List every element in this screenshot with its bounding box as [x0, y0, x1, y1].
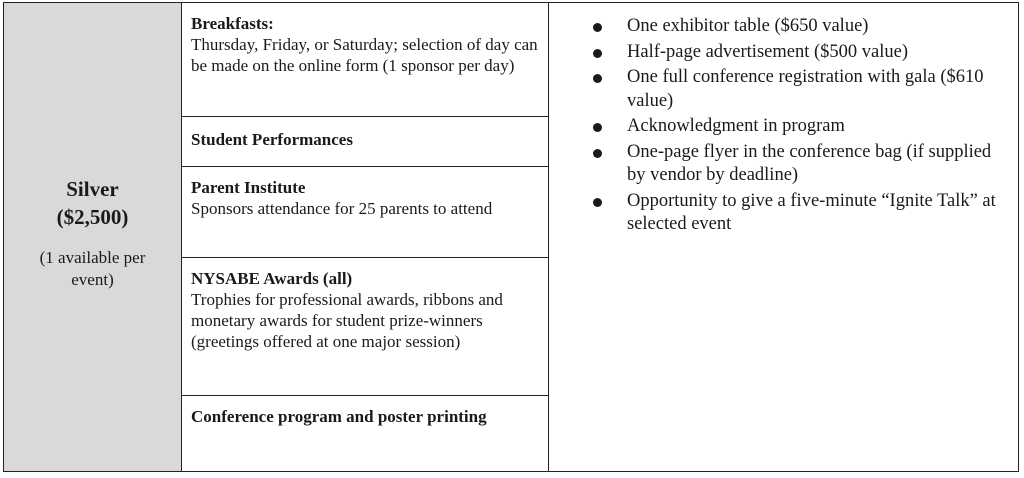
- bullet-icon: [593, 123, 602, 132]
- benefit-text: Half-page advertisement ($500 value): [627, 41, 908, 62]
- benefit-text: One exhibitor table ($650 value): [627, 16, 869, 36]
- sponsorship-items: [182, 3, 549, 471]
- benefit-item: [589, 15, 1002, 39]
- benefit-item: [589, 141, 1002, 188]
- benefit-item: [589, 66, 1002, 113]
- item-nysabe-awards: [182, 258, 548, 396]
- tier-name: Silver: [66, 177, 119, 201]
- item-student-performances: [182, 117, 548, 167]
- tier-cell: [4, 3, 182, 471]
- item-description: Thursday, Friday, or Saturday; selection of day can be made on the online form (1 sponsor per day): [191, 35, 538, 75]
- sponsorship-table: [3, 2, 1019, 472]
- benefit-text: One full conference registration with gala ($610 value): [627, 67, 984, 111]
- item-breakfasts: [182, 3, 548, 117]
- benefit-text: One-page flyer in the conference bag (if supplied by vendor by deadline): [627, 141, 992, 185]
- item-title: NYSABE Awards (all): [191, 269, 353, 288]
- item-title: Parent Institute: [191, 178, 306, 197]
- benefit-item: [589, 190, 1002, 237]
- item-description: Sponsors attendance for 25 parents to attend: [191, 199, 493, 218]
- benefit-text: Opportunity to give a five-minute “Ignite Talk” at selected event: [627, 190, 996, 234]
- item-conference-printing: [182, 396, 548, 471]
- tier-price: ($2,500): [56, 205, 129, 229]
- benefit-text: Acknowledgment in program: [627, 116, 845, 136]
- benefits-list: [589, 15, 1002, 237]
- item-parent-institute: [182, 167, 548, 258]
- benefit-item: [589, 41, 1002, 65]
- bullet-icon: [593, 49, 602, 58]
- bullet-icon: [593, 74, 602, 83]
- item-title: Conference program and poster printing: [191, 407, 487, 426]
- bullet-icon: [593, 198, 602, 207]
- item-title: Student Performances: [191, 130, 353, 149]
- bullet-icon: [593, 23, 602, 32]
- benefits-cell: [549, 3, 1018, 471]
- bullet-icon: [593, 149, 602, 158]
- benefit-item: [589, 115, 1002, 139]
- tier-availability: (1 available per event): [39, 248, 146, 289]
- item-description: Trophies for professional awards, ribbons and monetary awards for student prize-winners (greetings offered at one major session): [191, 290, 503, 351]
- item-title: Breakfasts:: [191, 14, 274, 33]
